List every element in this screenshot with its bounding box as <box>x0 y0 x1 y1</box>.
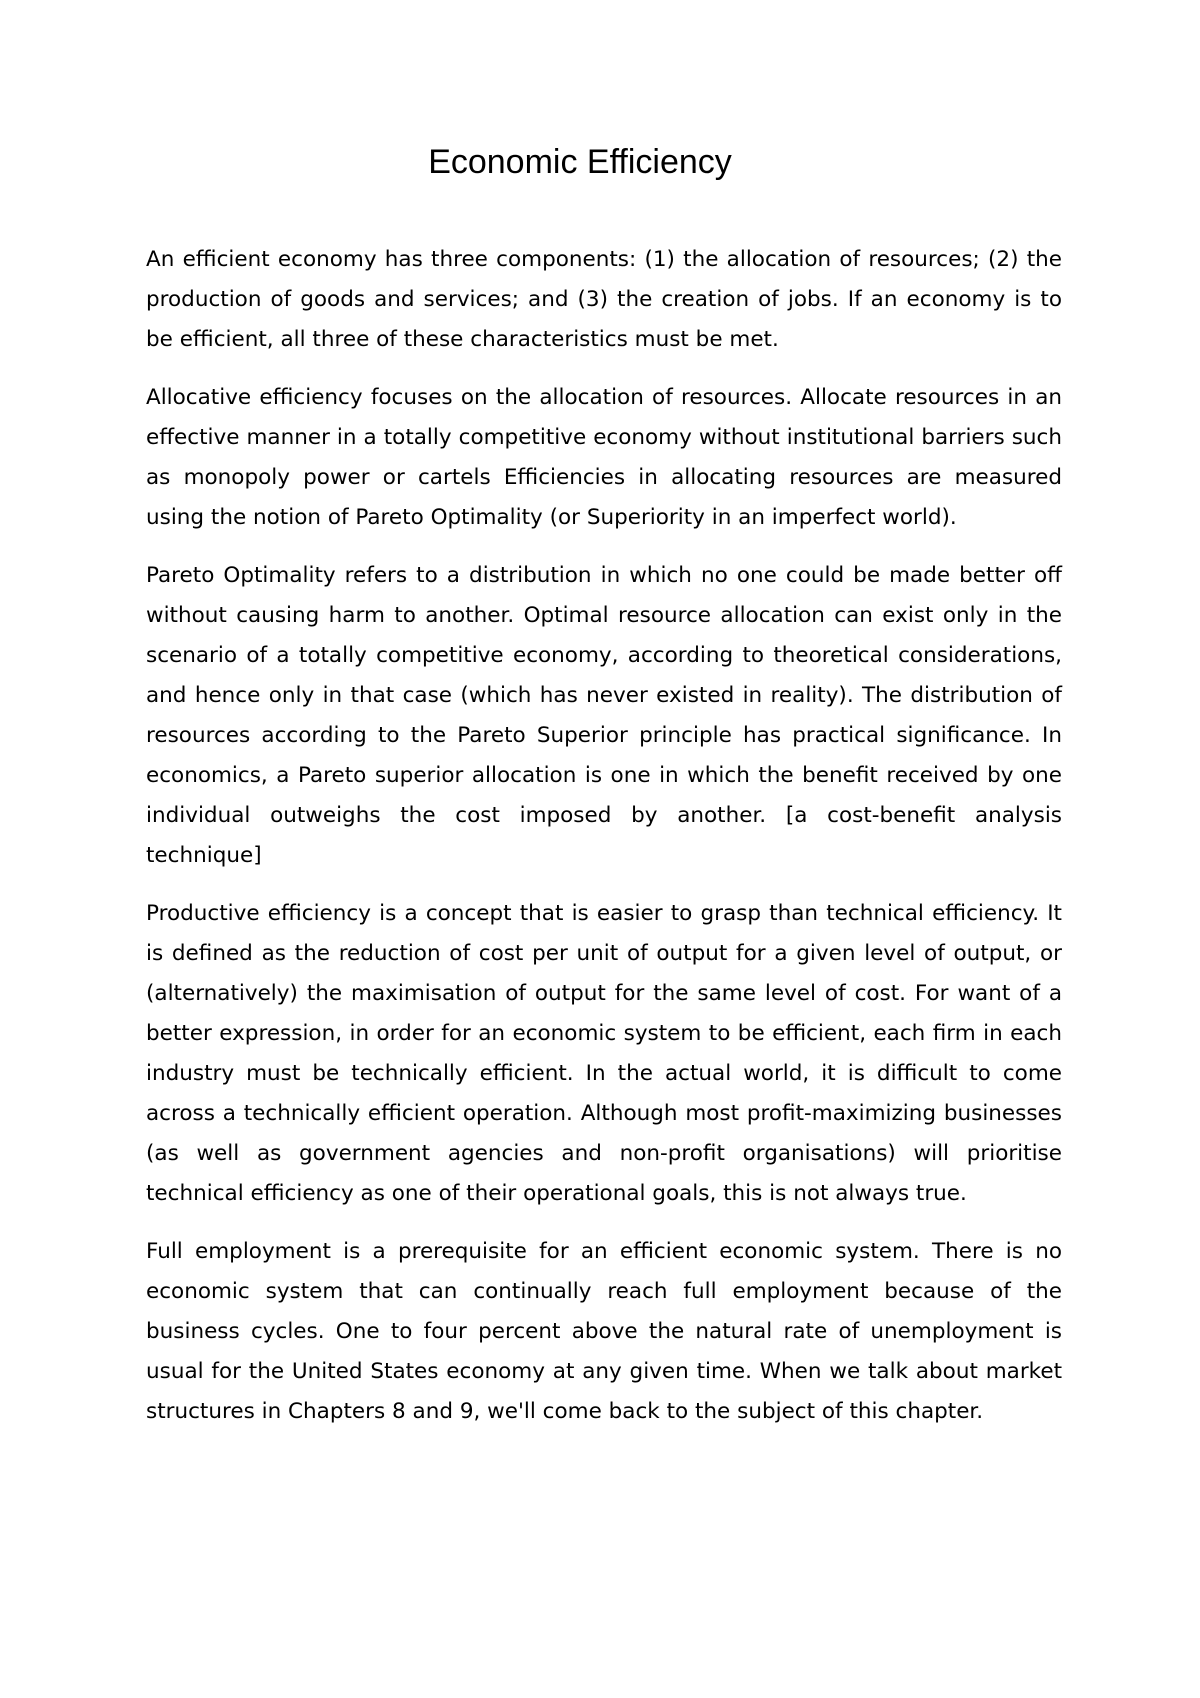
paragraph-components: An efficient economy has three components: (1) the allocation of resources; (2) the production of goods and services; and (3) the creation of jobs. If an economy is to be efficient, all three of these characteristics must be met. <box>146 247 1062 352</box>
document-body <box>146 240 1062 1450</box>
document-title: Economic Efficiency <box>428 143 732 181</box>
paragraph-allocative-efficiency: Allocative efficiency focuses on the allocation of resources. Allocate resources in an effective manner in a totally competitive economy without institutional barriers such as monopoly power or cartels Efficiencies in allocating resources are measured using the notion of Pareto Optimality (or Superiority in an imperfect world). <box>146 385 1062 530</box>
paragraph-productive-efficiency: Productive efficiency is a concept that is easier to grasp than technical efficiency. It is defined as the reduction of cost per unit of output for a given level of output, or (alternatively) the maximisation of output for the same level of cost. For want of a better expression, in order for an economic system to be efficient, each firm in each industry must be technically efficient. In the actual world, it is difficult to come across a technically efficient operation. Although most profit-maximizing businesses (as well as government agencies and non-profit organisations) will prioritise technical efficiency as one of their operational goals, this is not always true. <box>146 901 1062 1206</box>
paragraph-full-employment: Full employment is a prerequisite for an efficient economic system. There is no economic system that can continually reach full employment because of the business cycles. One to four percent above the natural rate of unemployment is usual for the United States economy at any given time. When we talk about market structures in Chapters 8 and 9, we'll come back to the subject of this chapter. <box>146 1239 1062 1424</box>
paragraph-pareto-optimality: Pareto Optimality refers to a distribution in which no one could be made better off without causing harm to another. Optimal resource allocation can exist only in the scenario of a totally competitive economy, according to theoretical considerations, and hence only in that case (which has never existed in reality). The distribution of resources according to the Pareto Superior principle has practical significance. In economics, a Pareto superior allocation is one in which the benefit received by one individual outweighs the cost imposed by another. [a cost-benefit analysis technique] <box>146 563 1062 868</box>
